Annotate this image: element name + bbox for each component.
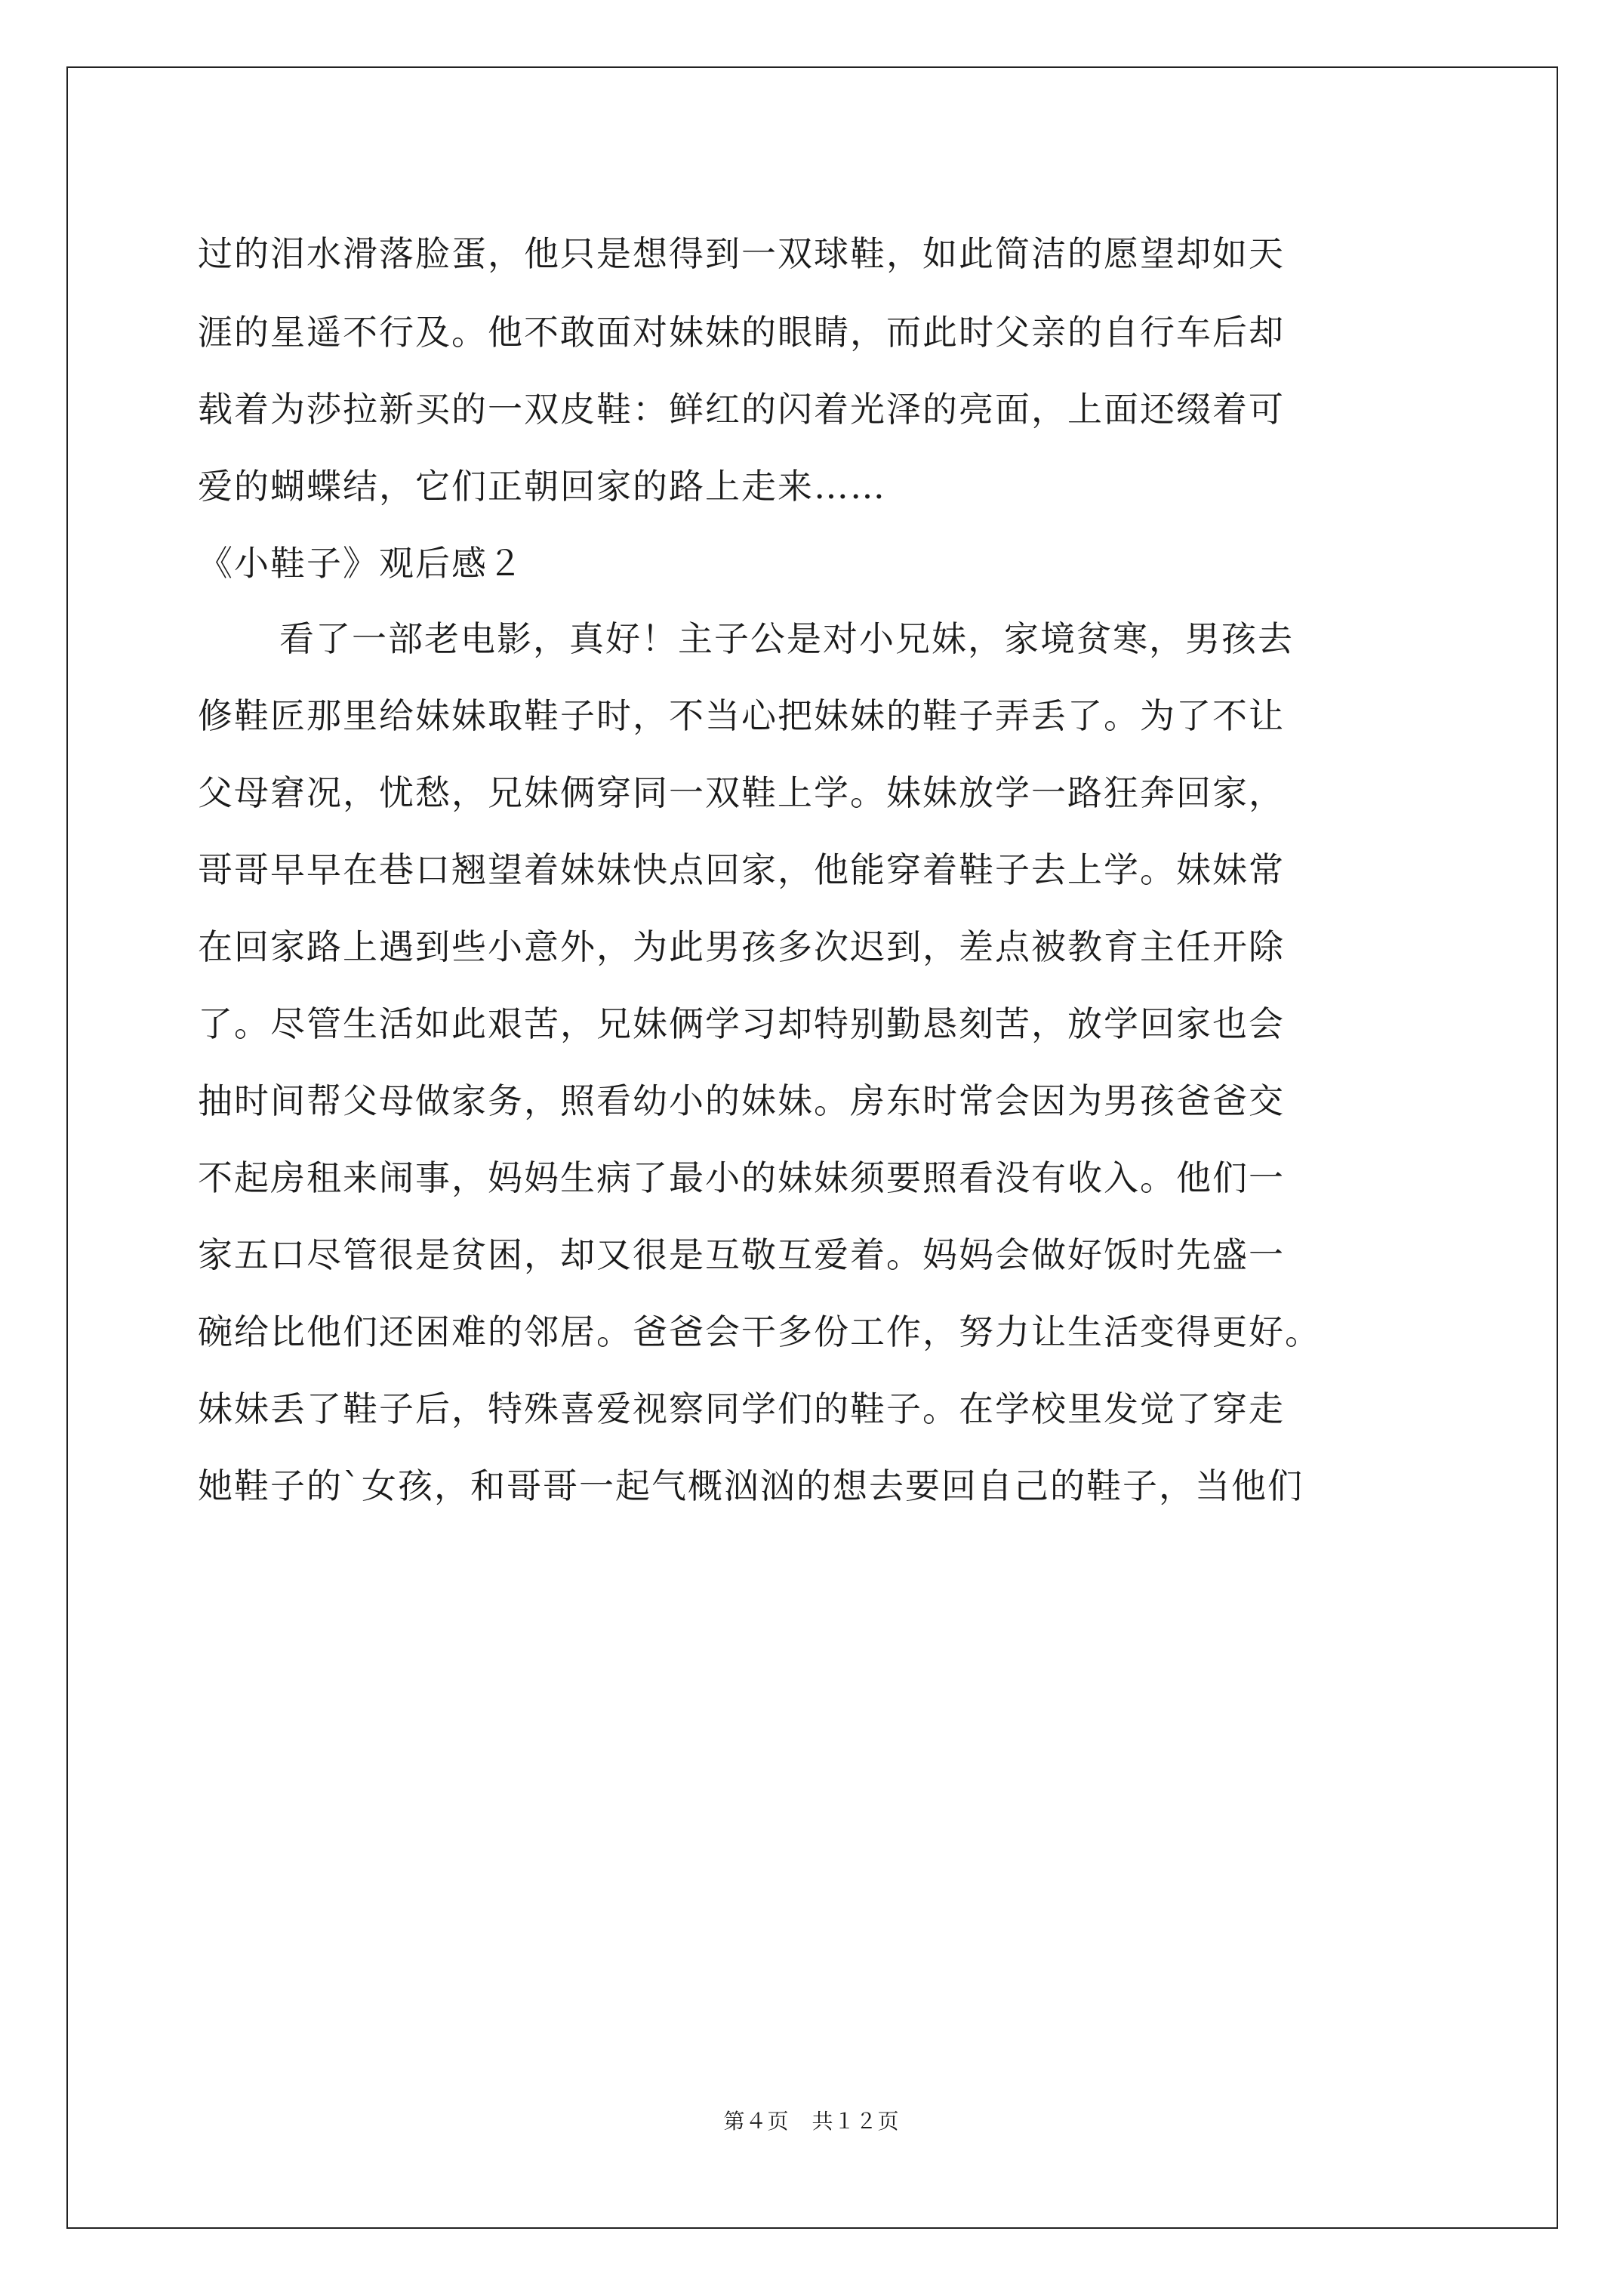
text-line: 载着为莎拉新买的一双皮鞋：鲜红的闪着光泽的亮面，上面还缀着可 [198,389,1285,430]
text-line: 涯的星遥不行及。他不敢面对妹妹的眼睛，而此时父亲的自行车后却 [198,312,1285,353]
text-line: 抽时间帮父母做家务，照看幼小的妹妹。房东时常会因为男孩爸爸交 [198,1080,1285,1121]
section-heading: 《小鞋子》观后感２ [198,543,524,584]
text-line: 父母窘况，忧愁，兄妹俩穿同一双鞋上学。妹妹放学一路狂奔回家， [198,772,1285,813]
text-line: 碗给比他们还困难的邻居。爸爸会干多份工作，努力让生活变得更好。 [198,1311,1321,1352]
text-line: 修鞋匠那里给妹妹取鞋子时，不当心把妹妹的鞋子弄丢了。为了不让 [198,695,1285,736]
text-line: 家五口尽管很是贫困，却又很是互敬互爱着。妈妈会做好饭时先盛一 [198,1234,1285,1275]
page-total: 共１２页 [812,2109,900,2134]
text-line: 过的泪水滑落脸蛋，他只是想得到一双球鞋，如此简洁的愿望却如天 [198,233,1285,274]
text-line: 看了一部老电影，真好！主子公是对小兄妹，家境贫寒，男孩去 [279,618,1294,659]
text-line: 了。尽管生活如此艰苦，兄妹俩学习却特别勤恳刻苦，放学回家也会 [198,1003,1285,1044]
text-line: 哥哥早早在巷口翘望着妹妹快点回家，他能穿着鞋子去上学。妹妹常 [198,849,1285,890]
text-line: 妹妹丢了鞋子后，特殊喜爱视察同学们的鞋子。在学校里发觉了穿走 [198,1388,1285,1429]
text-line: 爱的蝴蝶结，它们正朝回家的路上走来…… [198,466,886,507]
text-line: 她鞋子的`女孩，和哥哥一起气概汹汹的想去要回自己的鞋子，当他们 [198,1465,1304,1506]
page-footer [0,2105,1623,2135]
page-number: 第４页 [723,2109,790,2134]
text-line: 不起房租来闹事，妈妈生病了最小的妹妹须要照看没有收入。他们一 [198,1157,1285,1198]
text-line: 在回家路上遇到些小意外，为此男孩多次迟到，差点被教育主任开除 [198,926,1285,967]
